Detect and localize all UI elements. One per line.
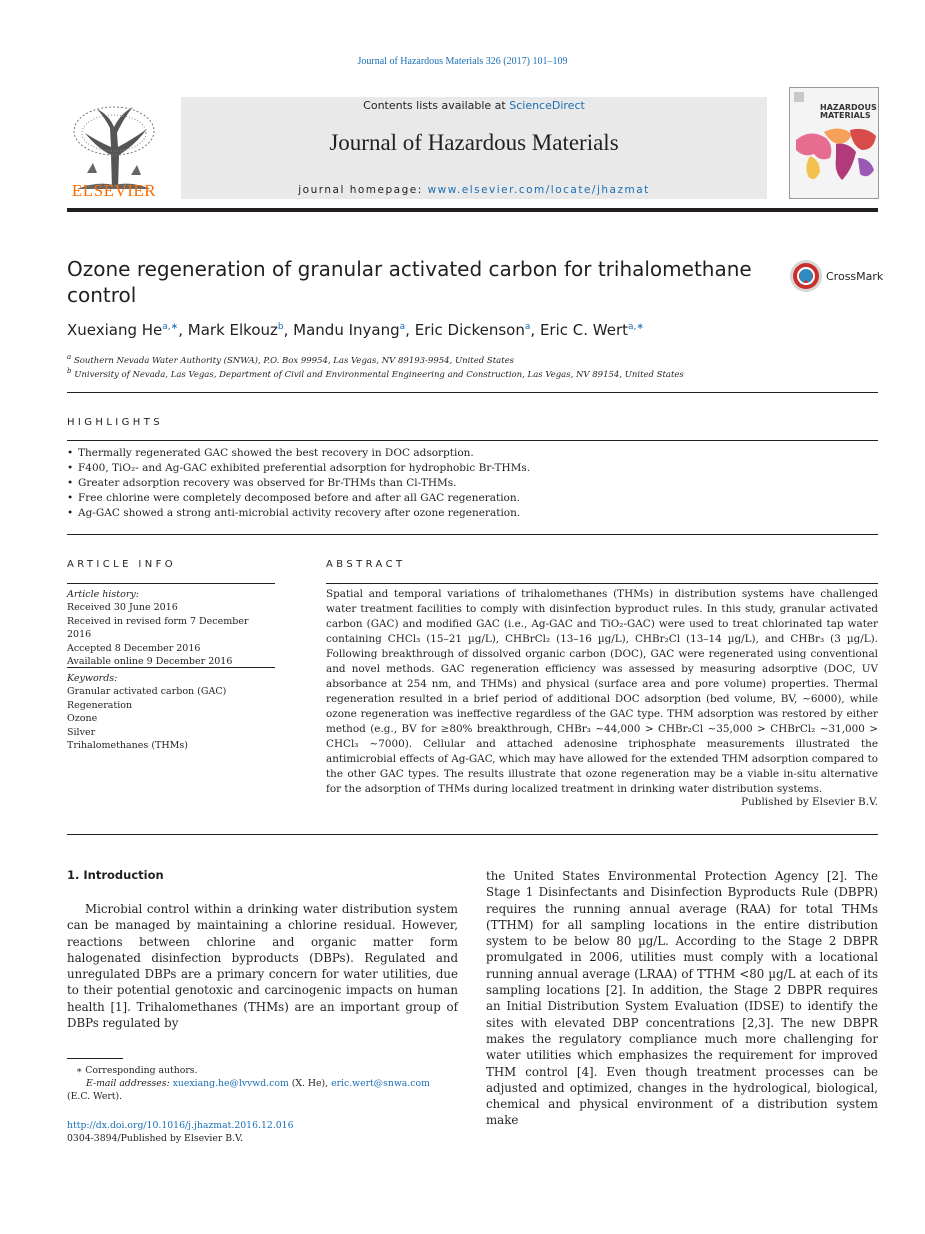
journal-banner [181,97,767,199]
section-heading-introduction: 1. Introduction [67,868,164,882]
author-affiliation-mark[interactable]: b [277,322,284,332]
affiliation-a: $^a$ Southern Nevada Water Authority (SNWA), P.O. Box 99954, Las Vegas, NV 89193-9954, United States [67,352,515,366]
article-history [67,588,275,668]
article-title: Ozone regeneration of granular activated carbon for trihalomethane control [67,257,752,307]
history-item: Received in revised form 7 December 2016 [67,615,249,641]
author-affiliation-mark[interactable]: a [524,322,531,332]
publisher-note: Published by Elsevier B.V. [741,796,878,808]
doi-link[interactable]: http://dx.doi.org/10.1016/j.jhazmat.2016.12.016 [67,1120,294,1131]
history-item: Available online 9 December 2016 [67,656,233,668]
highlights-heading: HIGHLIGHTS [67,417,163,428]
divider [67,583,275,584]
keywords-label: Keywords: [67,673,118,684]
crossmark-label: CrossMark [826,270,884,283]
author-name: Mandu Inyang [293,321,400,339]
header-rule [67,208,878,212]
keyword: Silver [67,726,96,738]
email-owner: (E.C. Wert). [67,1091,123,1102]
keyword: Trihalomethanes (THMs) [67,740,188,752]
divider [67,834,878,835]
author-affiliation-mark[interactable]: a,∗ [628,322,644,332]
keywords [67,672,275,752]
divider [67,667,275,668]
highlight-item: • Free chlorine were completely decomposed before and after all GAC regeneration. [67,491,530,506]
email-link[interactable]: xuexiang.he@lvvwd.com [172,1078,289,1089]
crossmark-icon [789,259,825,295]
keyword: Regeneration [67,699,133,711]
journal-homepage: journal homepage: www.elsevier.com/locate/jhazmat [298,184,650,196]
contents-line: Contents lists available at ScienceDirect [363,99,585,112]
abstract-text: Spatial and temporal variations of trihalomethanes (THMs) in distribution systems have challenged water treatment facilities to comply with disinfection byproduct rules. In this study, granular activated carbon (GAC) and modified GAC (i.e., Ag-GAC and TiO₂-GAC) were used to treat chlorinated tap water containing CHCl₃ (15–21 µg/L), CHBrCl₂ (13–16 µg/L), CHBr₂Cl (13–14 µg/L), and CHBr₃ (3 µg/L). Following breakthrough of dissolved organic carbon (DOC), GAC were regenerated using conventional and novel methods. GAC regeneration efficiency was assessed by measuring adsorptive (DOC, UV absorbance at 254 nm, and THMs) and physical (surface area and pore volume) properties. Thermal regeneration resulted in a brief period of additional DOC adsorption (bed volume, BV, ∼6000), while ozone regeneration was ineffective regardless of the GAC type. THM adsorption was restored by either method (e.g., BV for ≥80% breakthrough, CHBr₃ ∼44,000 > CHBr₂Cl ∼35,000 > CHBrCl₂ ∼31,000 > CHCl₃ ∼7000). Cellular and attached adenosine triphosphate measurements illustrated the antimicrobial effects of Ag-GAC, which may have allowed for the extended THM adsorption compared to the other GAC types. The results illustrate that ozone regeneration may be a viable in-situ alternative for the adsorption of THMs during localized treatment in drinking water distribution systems. [326,588,878,795]
journal-cover[interactable] [789,87,879,199]
corresponding-note: ∗ Corresponding authors. [76,1065,198,1076]
journal-title: Journal of Hazardous Materials [329,130,619,155]
keyword: Granular activated carbon (GAC) [67,686,227,698]
author-affiliation-mark[interactable]: a [399,322,406,332]
divider [67,440,878,441]
author-name: Xuexiang He [67,321,163,339]
author-name: Eric Dickenson [414,321,525,339]
author-list: Xuexiang $He^{a,∗}$, Mark Elkouz$^b$, Mandu Inyang$^a$, Eric Dickenson$^a$, Eric C. Wert$^{a,∗}$ [67,321,644,339]
keyword: Ozone [67,713,98,725]
author-name: Mark Elkouz [187,321,278,339]
journal-citation[interactable]: Journal of Hazardous Materials 326 (2017) 101–109 [357,56,568,67]
cover-title: HAZARDOUS MATERIALS [820,103,877,120]
email-link[interactable]: eric.wert@snwa.com [331,1078,430,1089]
email-line: E-mail addresses: xuexiang.he@lvvwd.com (X. He), eric.wert@snwa.com [86,1078,430,1089]
highlight-item: • Ag-GAC showed a strong anti-microbial activity recovery after ozone regeneration. [67,506,530,521]
author-name: Eric C. Wert [539,321,629,339]
history-label: Article history: [67,589,139,600]
history-item: Accepted 8 December 2016 [67,642,201,654]
highlight-item: • Thermally regenerated GAC showed the best recovery in DOC adsorption. [67,446,530,461]
abstract-heading: ABSTRACT [326,559,406,570]
affiliation-b: $^b$ University of Nevada, Las Vegas, Department of Civil and Environmental Engineering and Construction, Las Vegas, NV 89154, United States [67,366,684,380]
intro-paragraph-left: Microbial control within a drinking water distribution system can be managed by maintaining a chlorine residual. However, reactions between chlorine and organic matter form halogenated disinfection byproducts (DBPs). Regulated and unregulated DBPs are a primary concern for water utilities, due to their potential genotoxic and carcinogenic impacts on human health [1]. Trihalomethanes (THMs) are an important group of DBPs regulated by [67,902,458,1031]
issn-line: 0304-3894/Published by Elsevier B.V. [67,1133,244,1144]
highlight-item: • Greater adsorption recovery was observed for Br-THMs than Cl-THMs. [67,476,530,491]
divider [67,534,878,535]
article-info-heading: ARTICLE INFO [67,559,177,570]
highlight-item: • F400, TiO₂- and Ag-GAC exhibited preferential adsorption for hydrophobic Br-THMs. [67,461,530,476]
crossmark-badge[interactable] [789,259,884,293]
sciencedirect-link[interactable]: ScienceDirect [509,99,585,112]
elsevier-wordmark: ELSEVIER [71,181,157,200]
highlights-list [67,446,530,521]
divider [326,583,878,584]
homepage-link[interactable]: www.elsevier.com/locate/jhazmat [427,184,650,196]
author-affiliation-mark[interactable]: a,∗ [162,322,179,332]
divider [67,392,878,393]
intro-paragraph-right: the United States Environmental Protection Agency [2]. The Stage 1 Disinfectants and Disinfection Byproducts Rule (DBPR) requires the running annual average (RAA) for total THMs (TTHM) for all sampling locations in the entire distribution system to be below 80 µg/L. According to the Stage 2 DBPR promulgated in 2006, utilities must comply with a locational running annual average (LRAA) of TTHM <80 µg/L at each of its sampling locations [2]. In addition, the Stage 2 DBPR requires an Initial Distribution System Evaluation (IDSE) to identify the sites with elevated DBP concentrations [2,3]. The new DBPR makes the regulatory compliance much more challenging for water utilities which emphasizes the requirement for improved THM control [4]. Even though treatment processes can be adjusted and optimized, changes in the hydrological, biological, chemical and physical environment of a distribution system make [486,869,878,1128]
history-item: Received 30 June 2016 [67,602,178,614]
footnote-rule [67,1058,123,1059]
